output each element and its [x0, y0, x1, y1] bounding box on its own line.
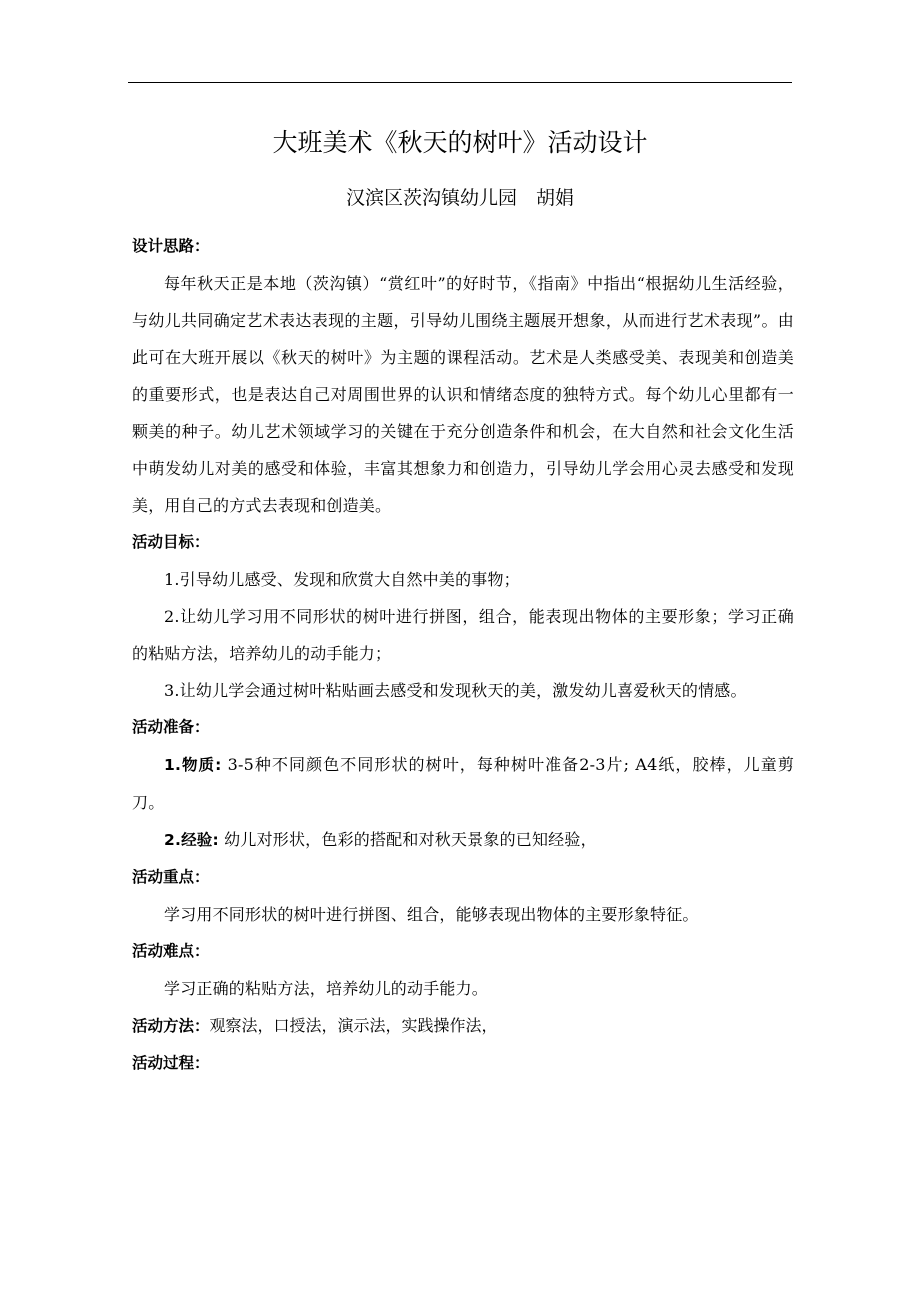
preparation-experience: [132, 821, 794, 859]
experience-text: 幼儿对形状，色彩的搭配和对秋天景象的已知经验，: [224, 830, 597, 849]
difficulty-text: 学习正确的粘贴方法，培养幼儿的动手能力。: [164, 979, 489, 998]
methods-text: 观察法，口授法，演示法，实践操作法，: [209, 1016, 498, 1035]
material-label: 1.物质:: [164, 756, 222, 774]
methods-line: [132, 1007, 794, 1045]
goal-item-1: 1.引导幼儿感受、发现和欣赏大自然中美的事物；: [164, 570, 520, 589]
design-idea-paragraph: 每年秋天正是本地（茨沟镇）“赏红叶”的好时节，《指南》中指出“根据幼儿生活经验，与幼儿共同确定艺术表达表现的主题，引导幼儿围绕主题展开想象，从而进行艺术表现”。由此可在大班开展以《秋天的树叶》为主题的课程活动。艺术是人类感受美、表现美和创造美的重要形式，也是表达自己对周围世界的认识和情绪态度的独特方式。每个幼儿心里都有一颗美的种子。幼儿艺术领域学习的关键在于充分创造条件和机会，在大自然和社会文化生活中萌发幼儿对美的感受和体验，丰富其想象力和创造力，引导幼儿学会用心灵去感受和发现美，用自己的方式去表现和创造美。: [132, 274, 794, 515]
document-title: 大班美术《秋天的树叶》活动设计: [272, 128, 648, 157]
experience-label: 2.经验:: [164, 831, 219, 849]
author-line: 汉滨区茨沟镇幼儿园 胡娟: [345, 187, 574, 209]
key-point-text: 学习用不同形状的树叶进行拼图、组合，能够表现出物体的主要形象特征。: [164, 905, 699, 924]
process-heading: 活动过程：: [132, 1054, 210, 1072]
material-text: 3-5种不同颜色不同形状的树叶，每种树叶准备2-3片; A4纸，胶棒，儿童剪刀。: [132, 755, 795, 812]
goal-item-3: 3.让幼儿学会通过树叶粘贴画去感受和发现秋天的美，激发幼儿喜爱秋天的情感。: [164, 681, 747, 700]
key-point-heading: 活动重点：: [132, 868, 210, 886]
methods-heading: 活动方法：: [132, 1017, 210, 1035]
goals-heading: 活动目标：: [132, 533, 210, 551]
document-body: [132, 228, 794, 1082]
header-rule: [128, 82, 792, 83]
preparation-heading: 活动准备：: [132, 718, 210, 736]
goal-item-2: 2.让幼儿学习用不同形状的树叶进行拼图，组合，能表现出物体的主要形象；学习正确的粘贴方法，培养幼儿的动手能力；: [132, 607, 794, 663]
design-idea-heading: 设计思路：: [132, 237, 210, 255]
difficulty-heading: 活动难点：: [132, 942, 210, 960]
preparation-material: [132, 746, 794, 821]
